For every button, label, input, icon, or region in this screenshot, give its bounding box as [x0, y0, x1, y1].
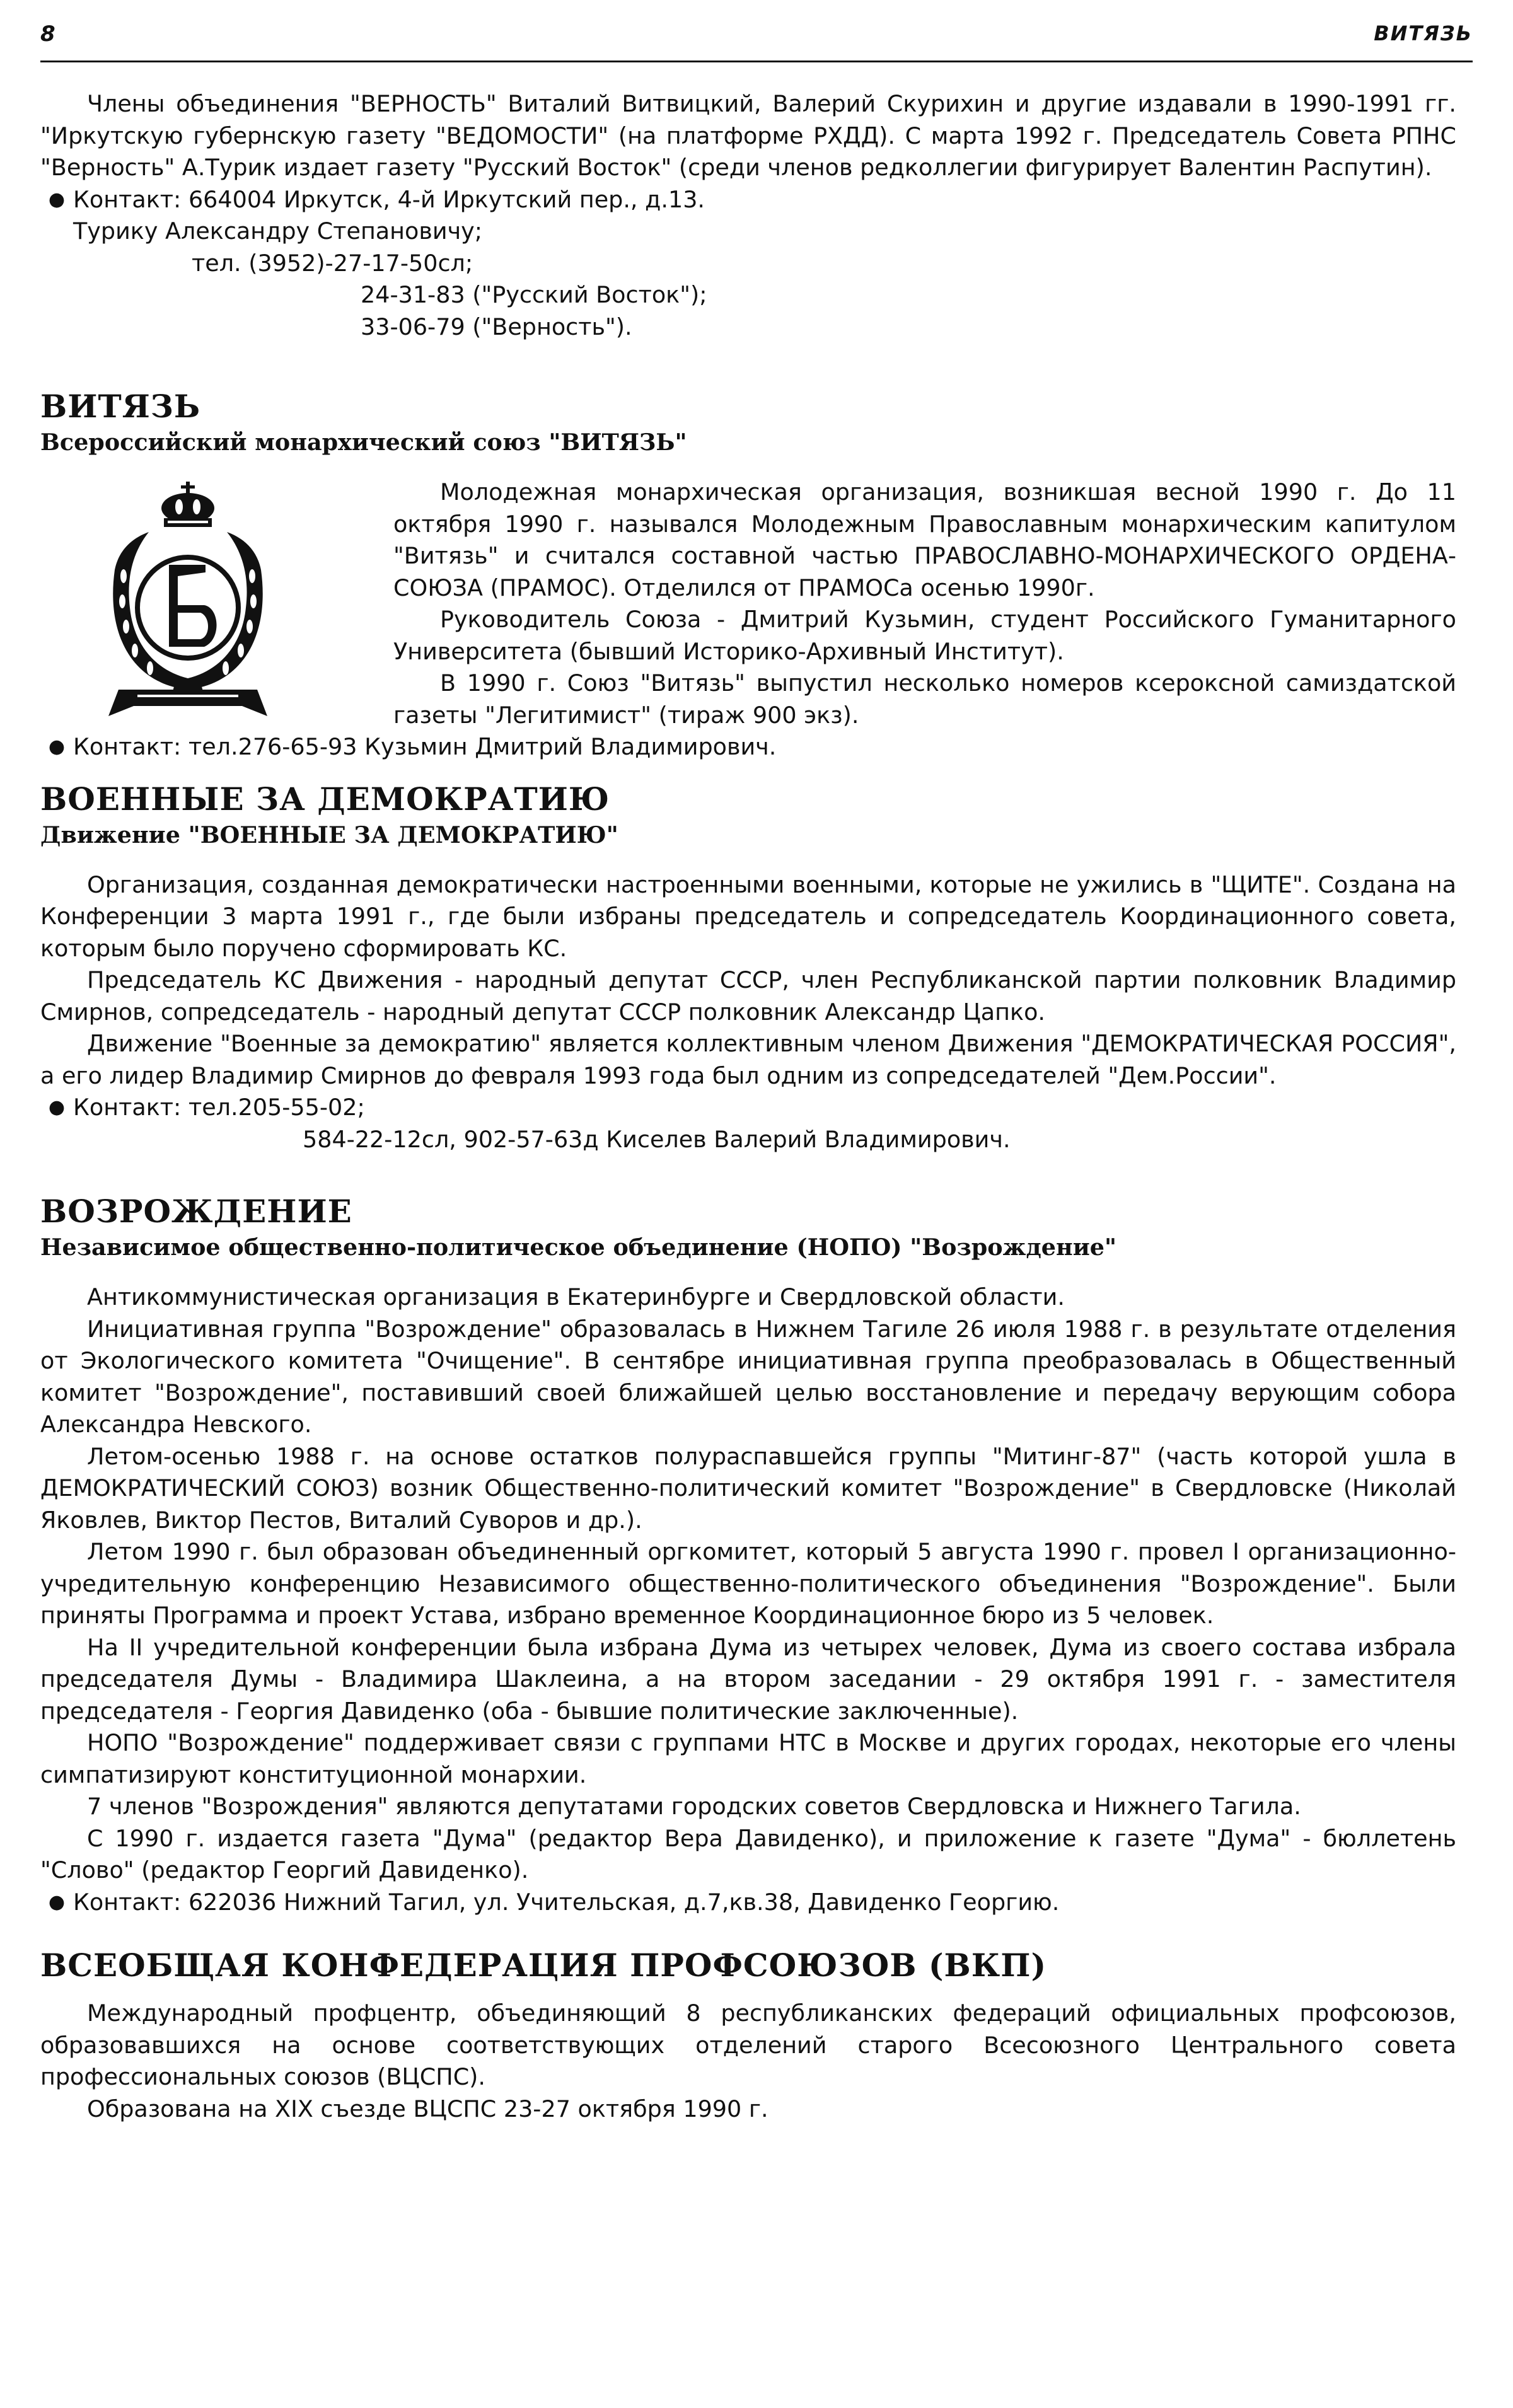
section-paragraph: Председатель КС Движения - народный депутат СССР, член Республиканской партии полковник Владимир Смирнов, сопредседатель - народный депутат СССР полковник Александр Цапко.	[40, 966, 1456, 1026]
contact-line: Контакт: 664004 Иркутск, 4-й Иркутский пер., д.13.	[73, 185, 705, 213]
section-subtitle: Независимое общественно-политическое объединение (НОПО) "Возрождение"	[40, 1234, 1117, 1261]
section-vozrozhdenie	[40, 1192, 1456, 1918]
section-vkp	[40, 1946, 1456, 2125]
contact-line: тел. (3952)-27-17-50сл;	[192, 249, 473, 277]
section-vityaz	[40, 387, 1456, 763]
contact-line: 24-31-83 ("Русский Восток");	[361, 281, 707, 308]
section-paragraph: Антикоммунистическая организация в Екатеринбурге и Свердловской области.	[87, 1283, 1065, 1311]
contact-line: Контакт: тел.276-65-93 Кузьмин Дмитрий Владимирович.	[73, 733, 777, 760]
bullet-icon: ●	[48, 188, 66, 211]
section-paragraph: На II учредительной конференции была избрана Дума из четырех человек, Дума из своего состава избрала председателя Думы - Владимира Шаклеина, а на втором заседании - 29 октября 1991 г. - заместителя председателя - Георгия Давиденко (оба - бывшие политические заключенные).	[40, 1633, 1456, 1725]
section-paragraph: В 1990 г. Союз "Витязь" выпустил несколько номеров ксероксной самиздатской газеты "Легитимист" (тираж 900 экз).	[393, 669, 1456, 729]
page-header	[40, 19, 1473, 62]
section-title: ВОЗРОЖДЕНИЕ	[40, 1193, 352, 1230]
section-paragraph: Организация, созданная демократически настроенными военными, которые не ужились в "ЩИТЕ". Создана на Конференции 3 марта 1991 г., где были избраны председатель и сопредседатель Координационного совета, которым было поручено сформировать КС.	[40, 871, 1456, 962]
contact-line: Контакт: тел.205-55-02;	[73, 1094, 365, 1121]
page-number: 8	[40, 21, 55, 47]
intro-paragraph: Члены объединения "ВЕРНОСТЬ" Виталий Витвицкий, Валерий Скурихин и другие издавали в 1990-1991 гг. "Иркутскую губернскую газету "ВЕДОМОСТИ" (на платформе РХДД). С марта 1992 г. Председатель Совета РПНС "Верность" А.Турик издает газету "Русский Восток" (среди членов редколлегии фигурирует Валентин Распутин).	[40, 90, 1456, 181]
section-paragraph: Движение "Военные за демократию" является коллективным членом Движения "ДЕМОКРАТИЧЕСКАЯ РОССИЯ", а его лидер Владимир Смирнов до февраля 1993 года был одним из сопредседателей "Дем.России".	[40, 1030, 1456, 1089]
section-contact	[40, 731, 1456, 763]
section-title: ВОЕННЫЕ ЗА ДЕМОКРАТИЮ	[40, 780, 610, 818]
section-paragraph: Летом-осенью 1988 г. на основе остатков полураспавшейся группы "Митинг-87" (часть которой ушла в ДЕМОКРАТИЧЕСКИЙ СОЮЗ) возник Общественно-политический комитет "Возрождение" в Свердловске (Николай Яковлев, Виктор Пестов, Виталий Суворов и др.).	[40, 1442, 1456, 1534]
section-contact	[40, 1887, 1456, 1919]
bullet-icon: ●	[48, 1890, 66, 1913]
section-paragraph: Летом 1990 г. был образован объединенный оргкомитет, который 5 августа 1990 г. провел I организационно-учредительную конференцию Независимого общественно-политического объединения "Возрождение". Были приняты Программа и проект Устава, избрано временное Координационное бюро из 5 человек.	[40, 1538, 1456, 1629]
contact-line: Контакт: 622036 Нижний Тагил, ул. Учительская, д.7,кв.38, Давиденко Георгию.	[73, 1888, 1060, 1916]
section-paragraph: Руководитель Союза - Дмитрий Кузьмин, студент Российского Гуманитарного Университета (бывший Историко-Архивный Институт).	[393, 606, 1456, 665]
section-subtitle: Всероссийский монархический союз "ВИТЯЗЬ"	[40, 429, 687, 456]
bullet-icon: ●	[48, 736, 66, 758]
section-title: ВИТЯЗЬ	[40, 388, 201, 425]
section-paragraph: Молодежная монархическая организация, возникшая весной 1990 г. До 11 октября 1990 г. назывался Молодежным Православным монархическим капитулом "Витязь" и считался составной частью ПРАВОСЛАВНО-МОНАРХИЧЕСКОГО ОРДЕНА-СОЮЗА (ПРАМОС). Отделился от ПРАМОСа осенью 1990г.	[393, 478, 1456, 601]
section-title: ВСЕОБЩАЯ КОНФЕДЕРАЦИЯ ПРОФСОЮЗОВ (ВКП)	[40, 1947, 1047, 1984]
running-title: ВИТЯЗЬ	[1374, 21, 1473, 45]
section-contact	[40, 1092, 1456, 1155]
section-paragraph: Международный профцентр, объединяющий 8 республиканских федераций официальных профсоюзов, образовавшихся на основе соответствующих отделений старого Всесоюзного Центрального совета профессиональных союзов (ВЦСПС).	[40, 2000, 1456, 2090]
contact-line: 584-22-12сл, 902-57-63д Киселев Валерий Владимирович.	[303, 1125, 1011, 1153]
section-paragraph: НОПО "Возрождение" поддерживает связи с группами НТС в Москве и других городах, некоторые его члены симпатизируют конституционной монархии.	[40, 1729, 1456, 1788]
section-voennye	[40, 780, 1456, 1156]
section-paragraph: С 1990 г. издается газета "Дума" (редактор Вера Давиденко), и приложение к газете "Дума" - бюллетень "Слово" (редактор Георгий Давиденко).	[40, 1824, 1456, 1884]
crown-wreath-emblem-icon	[40, 477, 393, 731]
section-subtitle: Движение "ВОЕННЫЕ ЗА ДЕМОКРАТИЮ"	[40, 821, 618, 848]
section-paragraph: Образована на XIX съезде ВЦСПС 23-27 октября 1990 г.	[87, 2095, 768, 2122]
contact-line: 33-06-79 ("Верность").	[361, 313, 632, 340]
intro-contact	[40, 184, 1456, 344]
section-paragraph: Инициативная группа "Возрождение" образовалась в Нижнем Тагиле 26 июля 1988 г. в результате отделения от Экологического комитета "Очищение". В сентябре инициативная группа преобразовалась в Общественный комитет "Возрождение", поставивший своей ближайшей целью восстановление и передачу верующим собора Александра Невского.	[40, 1315, 1456, 1438]
section-paragraph: 7 членов "Возрождения" являются депутатами городских советов Свердловска и Нижнего Тагила.	[87, 1793, 1301, 1820]
contact-line: Турику Александру Степановичу;	[73, 217, 483, 245]
bullet-icon: ●	[48, 1096, 66, 1118]
page-content	[40, 88, 1456, 2125]
